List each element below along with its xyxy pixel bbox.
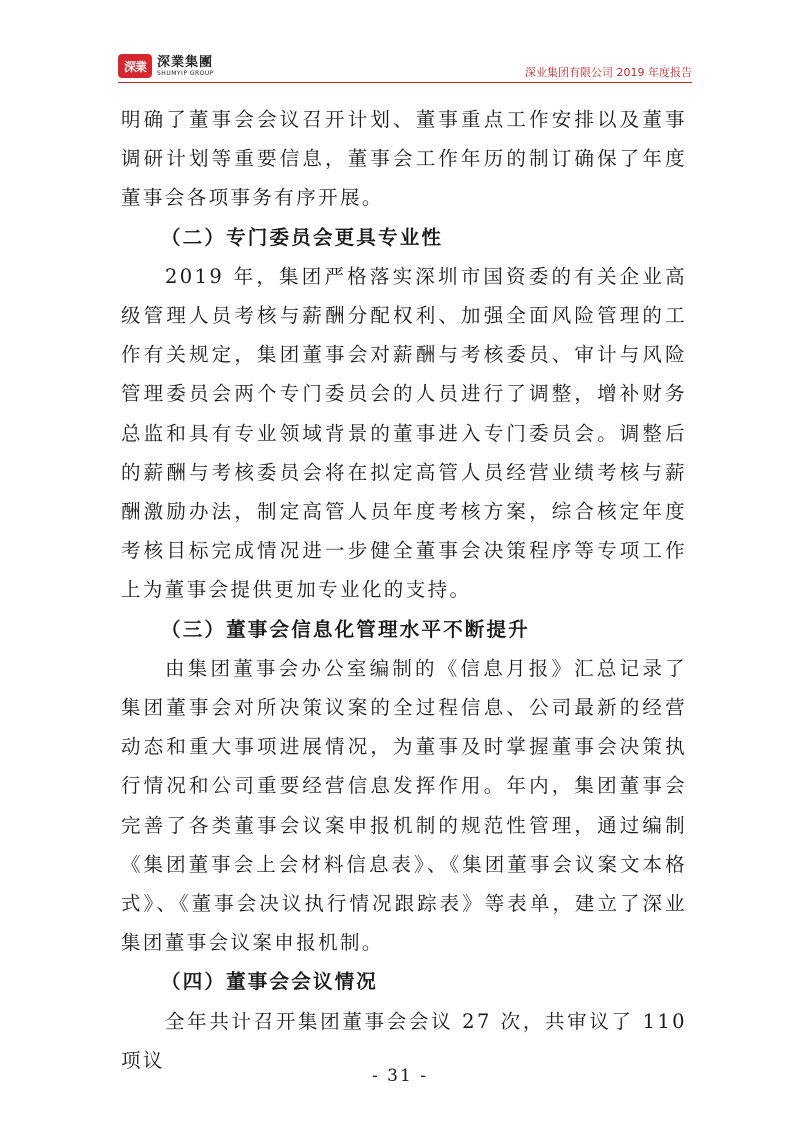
paragraph-continued: 明确了董事会会议召开计划、董事重点工作安排以及董事调研计划等重要信息，董事会工作年历的制订确保了年度董事会各项事务有序开展。 xyxy=(121,108,687,210)
section-heading-2: （二）专门委员会更具专业性 xyxy=(161,225,444,249)
section-heading-3: （三）董事会信息化管理水平不断提升 xyxy=(161,617,530,641)
document-body xyxy=(121,100,687,1080)
logo-english-name: SHUMYIP GROUP xyxy=(157,69,214,77)
logo-mark-icon: 深業 xyxy=(118,54,152,78)
paragraph-informatization: 由集团董事会办公室编制的《信息月报》汇总记录了集团董事会对所决策议案的全过程信息、公司最新的经营动态和重大事项进展情况，为董事及时掌握董事会决策执行情况和公司重要经营信息发挥作用。年内，集团董事会完善了各类董事会议案申报机制的规范性管理，通过编制《集团董事会上会材料信息表》、《集团董事会议案文本格式》、《董事会决议执行情况跟踪表》等表单，建立了深业集团董事会议案申报机制。 xyxy=(121,656,687,955)
company-logo xyxy=(118,52,214,80)
page-header xyxy=(118,50,692,84)
paragraph-committees: 2019 年，集团严格落实深圳市国资委的有关企业高级管理人员考核与薪酬分配权利、加强全面风险管理的工作有关规定，集团董事会对薪酬与考核委员、审计与风险管理委员会两个专门委员会的人员进行了调整，增补财务总监和具有专业领域背景的董事进入专门委员会。调整后的薪酬与考核委员会将在拟定高管人员经营业绩考核与薪酬激励办法，制定高管人员年度考核方案，综合核定年度考核目标完成情况进一步健全董事会决策程序等专项工作上为董事会提供更加专业化的支持。 xyxy=(121,264,687,602)
logo-text xyxy=(157,56,214,77)
header-divider xyxy=(118,82,692,83)
logo-chinese-name: 深業集團 xyxy=(157,54,214,70)
paragraph-meetings: 全年共计召开集团董事会会议 27 次，共审议了 110 项议 xyxy=(121,1009,687,1072)
report-title: 深业集团有限公司 2019 年度报告 xyxy=(525,66,692,79)
section-heading-4: （四）董事会会议情况 xyxy=(161,970,379,994)
page-number: - 31 - xyxy=(372,1066,428,1086)
